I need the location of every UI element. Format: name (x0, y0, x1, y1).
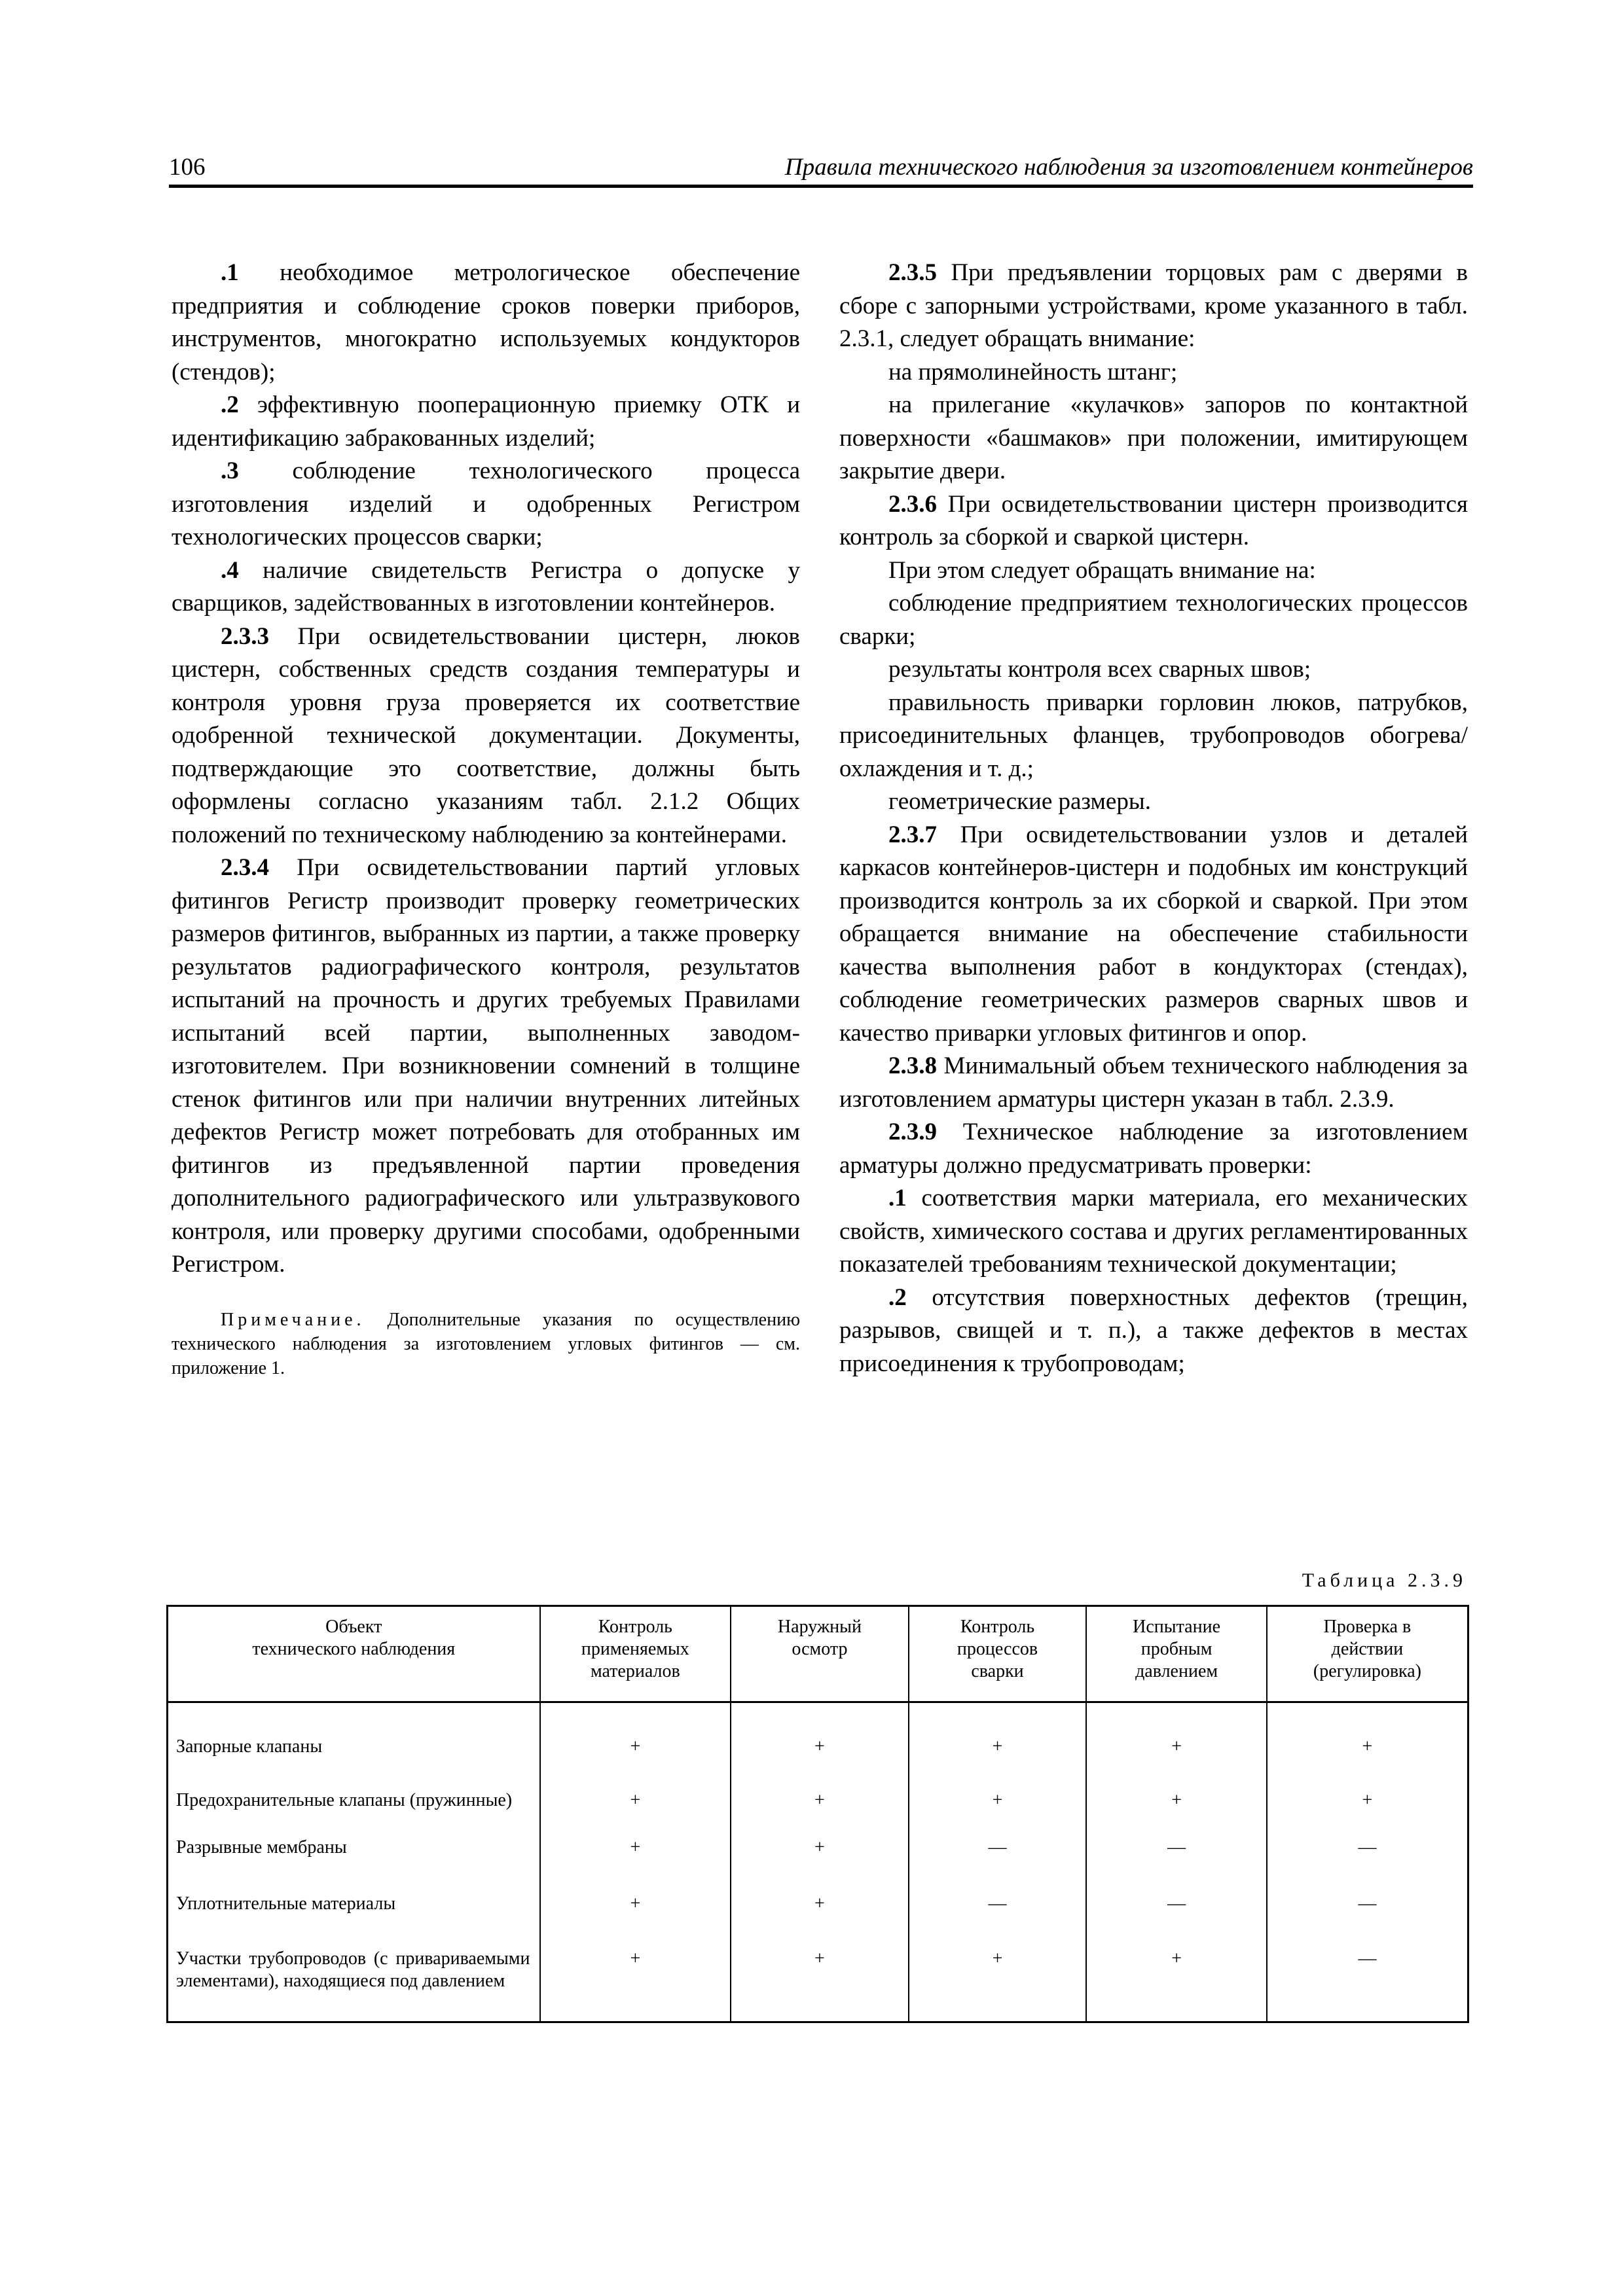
paragraph: правильность приварки горловин люков, патрубков, присоединительных фланцев, трубопроводов обогрева/охлаждения и т. д.; (839, 689, 1468, 782)
cell: + (731, 1918, 909, 2022)
paragraph: .2 эффективную пооперационную приемку ОТК и идентификацию забракованных изделий; (172, 391, 800, 452)
paragraph: результаты контроля всех сварных швов; (888, 656, 1311, 683)
table-row (168, 1761, 1468, 1837)
header-operation: Проверка в действии (регулировка) (1267, 1606, 1468, 1702)
paragraph: 2.3.3 При освидетельствовании цистерн, люков цистерн, собственных средств создания температуры и контроля уровня груза проверяется их соответствие одобренной технической документации. Документы, подтверждающие это соответствие, должны быть оформлены согласно указаниям табл. 2.1.2 Общих положений по техническому наблюдению за контейнерами. (172, 622, 800, 848)
cell: — (909, 1837, 1087, 1869)
cell: + (540, 1761, 731, 1837)
cell: + (909, 1702, 1087, 1761)
section-number: 2.3.6 (888, 490, 937, 518)
section-number: 2.3.8 (888, 1052, 937, 1079)
item-number: .4 (221, 556, 239, 584)
header-materials: Контроль применяемых материалов (540, 1606, 731, 1702)
header-object: Объект технического наблюдения (168, 1606, 540, 1702)
table-caption: Таблица 2.3.9 (1302, 1570, 1467, 1591)
cell: + (540, 1702, 731, 1761)
left-column (172, 257, 800, 1380)
cell: + (909, 1918, 1087, 2022)
table-header-row (168, 1606, 1468, 1702)
cell: + (1086, 1761, 1267, 1837)
paragraph: .4 наличие свидетельств Регистра о допуске у сварщиков, задействованных в изготовлении контейнеров. (172, 556, 800, 617)
paragraph: При этом следует обращать внимание на: (888, 556, 1316, 584)
section-number: 2.3.4 (221, 854, 269, 881)
note-label: Примечание. (221, 1309, 365, 1330)
cell: + (731, 1702, 909, 1761)
cell: — (1086, 1837, 1267, 1869)
row-object: Участки трубопроводов (с привариваемыми элементами), находящиеся под давлением (168, 1918, 540, 2022)
cell: + (540, 1918, 731, 2022)
table-row (168, 1918, 1468, 2022)
cell: + (540, 1837, 731, 1869)
table-row (168, 1837, 1468, 1869)
item-number: .3 (221, 457, 239, 484)
item-number: .1 (888, 1185, 907, 1211)
cell: — (1267, 1869, 1468, 1918)
inspection-table (166, 1605, 1469, 2023)
paragraph: 2.3.4 При освидетельствовании партий угловых фитингов Регистр производит проверку геометрических размеров фитингов, выбранных из партии, а также проверку результатов радиографического контроля, результатов испытаний на прочность и других требуемых Правилами испытаний всей партии, выполненных заводом-изготовителем. При возникновении сомнений в толщине стенок фитингов или при наличии внутренних литейных дефектов Регистр может потребовать для отобранных им фитингов из предъявленной партии проведения дополнительного радиографического или ультразвукового контроля, или проверку другими способами, одобренными Регистром. (172, 854, 800, 1278)
paragraph: .3 соблюдение технологического процесса изготовления изделий и одобренных Регистром технологических процессов сварки; (172, 457, 800, 550)
note (172, 1308, 800, 1380)
page-number: 106 (169, 154, 206, 181)
paragraph: на прилегание «кулачков» запоров по контактной поверхности «башмаков» при положении, имитирующем закрытие двери. (839, 391, 1468, 484)
paragraph: 2.3.6 При освидетельствовании цистерн производится контроль за сборкой и сваркой цистерн. (839, 490, 1468, 550)
paragraph: 2.3.5 При предъявлении торцовых рам с дверями в сборе с запорными устройствами, кроме указанного в табл. 2.3.1, следует обращать внимание: (839, 259, 1468, 352)
cell: + (909, 1761, 1087, 1837)
header-welding: Контроль процессов сварки (909, 1606, 1087, 1702)
paragraph: 2.3.9 Техническое наблюдение за изготовлением арматуры должно предусматривать проверки: (839, 1119, 1468, 1179)
right-column (839, 257, 1468, 1380)
cell: — (909, 1869, 1087, 1918)
cell: + (731, 1761, 909, 1837)
cell: — (1086, 1869, 1267, 1918)
paragraph: 2.3.7 При освидетельствовании узлов и деталей каркасов контейнеров-цистерн и подобных им конструкций производится контроль за их сборкой и сваркой. При этом обращается внимание на обеспечение стабильности качества выполнения работ в кондукторах (стендах), соблюдение геометрических размеров сварных швов и качество приварки угловых фитингов и опор. (839, 821, 1468, 1047)
cell: + (1086, 1702, 1267, 1761)
section-number: 2.3.7 (888, 821, 937, 848)
paragraph: на прямолинейность штанг; (888, 358, 1178, 386)
row-object: Уплотнительные материалы (168, 1869, 540, 1918)
section-number: 2.3.9 (888, 1119, 937, 1145)
page-header (169, 143, 1473, 188)
paragraph: .1 соответствия марки материала, его механических свойств, химического состава и других регламентированных показателей требованиям технической документации; (839, 1185, 1468, 1278)
paragraph: соблюдение предприятием технологических процессов сварки; (839, 590, 1468, 650)
note-text: Дополнительные указания по осуществлению технического наблюдения за изготовлением угловых фитингов — см. приложение 1. (172, 1309, 800, 1378)
paragraph: .1 необходимое метрологическое обеспечение предприятия и соблюдение сроков поверки приборов, инструментов, многократно используемых кондукторов (стендов); (172, 259, 800, 386)
cell: + (731, 1837, 909, 1869)
paragraph: геометрические размеры. (888, 788, 1151, 815)
cell: + (1267, 1702, 1468, 1761)
section-number: 2.3.5 (888, 259, 937, 286)
cell: + (1267, 1761, 1468, 1837)
table-row (168, 1702, 1468, 1761)
cell: + (1086, 1918, 1267, 2022)
paragraph: 2.3.8 Минимальный объем технического наблюдения за изготовлением арматуры цистерн указан в табл. 2.3.9. (839, 1052, 1468, 1113)
cell: — (1267, 1837, 1468, 1869)
header-external: Наружный осмотр (731, 1606, 909, 1702)
row-object: Предохранительные клапаны (пружинные) (168, 1761, 540, 1837)
cell: + (731, 1869, 909, 1918)
row-object: Запорные клапаны (168, 1702, 540, 1761)
item-number: .2 (221, 391, 239, 418)
running-title: Правила технического наблюдения за изготовлением контейнеров (784, 154, 1473, 181)
cell: + (540, 1869, 731, 1918)
section-number: 2.3.3 (221, 622, 269, 650)
paragraph: .2 отсутствия поверхностных дефектов (трещин, разрывов, свищей и т. п.), а также дефектов в местах присоединения к трубопроводам; (839, 1283, 1468, 1377)
item-number: .2 (888, 1283, 907, 1311)
table-row (168, 1869, 1468, 1918)
header-pressure: Испытание пробным давлением (1086, 1606, 1267, 1702)
item-number: .1 (221, 259, 239, 286)
row-object: Разрывные мембраны (168, 1837, 540, 1869)
cell: — (1267, 1918, 1468, 2022)
